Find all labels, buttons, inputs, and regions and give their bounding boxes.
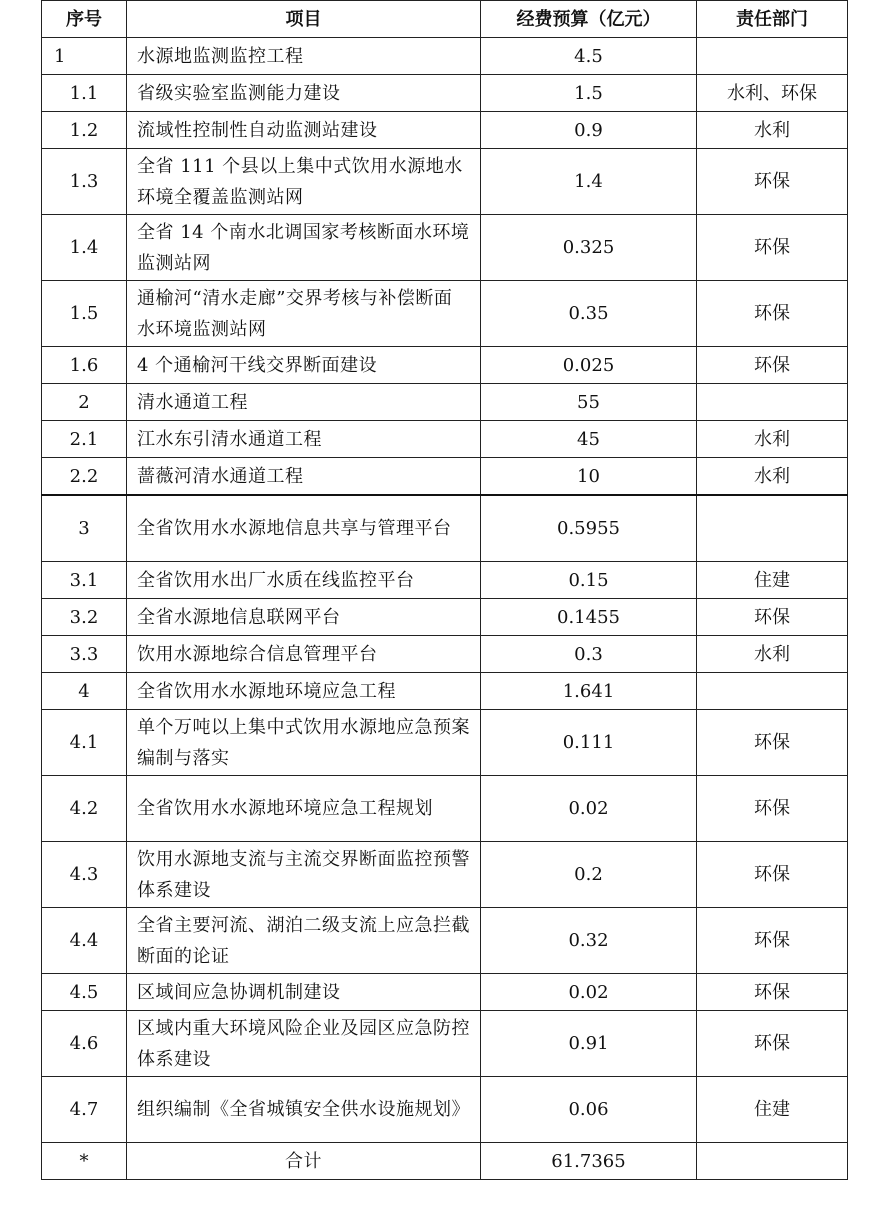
row-cost: 0.15 (481, 562, 697, 599)
table-row (42, 710, 848, 776)
table-row (42, 974, 848, 1011)
row-cost: 0.5955 (481, 495, 697, 562)
row-dept (697, 673, 848, 710)
row-no: 4.1 (42, 710, 127, 776)
row-item: 蔷薇河清水通道工程 (127, 458, 481, 496)
row-dept: 水利 (697, 458, 848, 496)
row-dept: 环保 (697, 974, 848, 1011)
row-item: 区域内重大环境风险企业及园区应急防控体系建设 (127, 1011, 481, 1077)
table-total-row (42, 1143, 848, 1180)
row-cost: 4.5 (481, 38, 697, 75)
row-cost: 0.2 (481, 842, 697, 908)
row-item: 饮用水源地综合信息管理平台 (127, 636, 481, 673)
row-item: 水源地监测监控工程 (127, 38, 481, 75)
budget-table (41, 0, 848, 1180)
table-row (42, 421, 848, 458)
row-item: 饮用水源地支流与主流交界断面监控预警体系建设 (127, 842, 481, 908)
table-header-row (42, 1, 848, 38)
row-cost: 1.4 (481, 149, 697, 215)
row-cost: 1.5 (481, 75, 697, 112)
row-item: 组织编制《全省城镇安全供水设施规划》 (127, 1077, 481, 1143)
row-item: 全省饮用水水源地环境应急工程规划 (127, 776, 481, 842)
row-item: 4 个通榆河干线交界断面建设 (127, 347, 481, 384)
row-dept: 水利 (697, 421, 848, 458)
row-item: 全省饮用水水源地环境应急工程 (127, 673, 481, 710)
row-no: 1.4 (42, 215, 127, 281)
row-dept (697, 38, 848, 75)
row-no: 4.7 (42, 1077, 127, 1143)
row-no: 1.2 (42, 112, 127, 149)
total-cost: 61.7365 (481, 1143, 697, 1180)
table-row (42, 38, 848, 75)
row-dept (697, 495, 848, 562)
table-row (42, 112, 848, 149)
row-dept: 住建 (697, 1077, 848, 1143)
row-cost: 0.32 (481, 908, 697, 974)
row-item: 全省饮用水出厂水质在线监控平台 (127, 562, 481, 599)
row-item: 江水东引清水通道工程 (127, 421, 481, 458)
row-dept: 水利 (697, 112, 848, 149)
row-no: 2.2 (42, 458, 127, 496)
row-item: 全省水源地信息联网平台 (127, 599, 481, 636)
row-no: 4 (42, 673, 127, 710)
row-cost: 0.91 (481, 1011, 697, 1077)
row-cost: 1.641 (481, 673, 697, 710)
row-dept: 环保 (697, 776, 848, 842)
row-no: 3.3 (42, 636, 127, 673)
row-no: 2.1 (42, 421, 127, 458)
table-row (42, 347, 848, 384)
row-cost: 55 (481, 384, 697, 421)
row-item: 全省 111 个县以上集中式饮用水源地水环境全覆盖监测站网 (127, 149, 481, 215)
row-item: 全省主要河流、湖泊二级支流上应急拦截断面的论证 (127, 908, 481, 974)
row-dept: 住建 (697, 562, 848, 599)
row-dept: 环保 (697, 281, 848, 347)
row-no: 4.5 (42, 974, 127, 1011)
row-cost: 45 (481, 421, 697, 458)
table-row (42, 495, 848, 562)
row-cost: 0.9 (481, 112, 697, 149)
row-item: 省级实验室监测能力建设 (127, 75, 481, 112)
row-item: 清水通道工程 (127, 384, 481, 421)
table-row (42, 149, 848, 215)
row-cost: 0.3 (481, 636, 697, 673)
row-dept: 环保 (697, 347, 848, 384)
row-no: 3 (42, 495, 127, 562)
budget-table-container (41, 0, 848, 1180)
table-row (42, 673, 848, 710)
row-item: 单个万吨以上集中式饮用水源地应急预案编制与落实 (127, 710, 481, 776)
row-no: 4.3 (42, 842, 127, 908)
row-dept: 环保 (697, 215, 848, 281)
row-dept: 环保 (697, 149, 848, 215)
row-no: 3.2 (42, 599, 127, 636)
row-no: 1.3 (42, 149, 127, 215)
row-item: 流域性控制性自动监测站建设 (127, 112, 481, 149)
row-cost: 0.1455 (481, 599, 697, 636)
row-cost: 0.06 (481, 1077, 697, 1143)
table-row (42, 562, 848, 599)
header-dept: 责任部门 (697, 1, 848, 38)
row-dept: 水利 (697, 636, 848, 673)
row-dept: 环保 (697, 1011, 848, 1077)
total-dept (697, 1143, 848, 1180)
total-no: * (42, 1143, 127, 1180)
row-dept: 水利、环保 (697, 75, 848, 112)
row-cost: 10 (481, 458, 697, 496)
row-no: 4.2 (42, 776, 127, 842)
row-cost: 0.02 (481, 776, 697, 842)
row-no: 2 (42, 384, 127, 421)
row-dept: 环保 (697, 599, 848, 636)
row-dept: 环保 (697, 710, 848, 776)
table-row (42, 458, 848, 496)
row-cost: 0.02 (481, 974, 697, 1011)
row-item: 全省 14 个南水北调国家考核断面水环境监测站网 (127, 215, 481, 281)
table-row (42, 636, 848, 673)
row-cost: 0.111 (481, 710, 697, 776)
table-row (42, 1077, 848, 1143)
table-row (42, 908, 848, 974)
row-cost: 0.325 (481, 215, 697, 281)
table-row (42, 384, 848, 421)
row-no: 1.5 (42, 281, 127, 347)
header-cost: 经费预算（亿元） (481, 1, 697, 38)
table-row (42, 215, 848, 281)
row-dept: 环保 (697, 908, 848, 974)
total-label: 合计 (127, 1143, 481, 1180)
row-no: 1 (42, 38, 127, 75)
row-no: 4.4 (42, 908, 127, 974)
table-row (42, 75, 848, 112)
row-dept: 环保 (697, 842, 848, 908)
table-row (42, 1011, 848, 1077)
row-cost: 0.35 (481, 281, 697, 347)
row-no: 4.6 (42, 1011, 127, 1077)
row-item: 全省饮用水水源地信息共享与管理平台 (127, 495, 481, 562)
table-row (42, 281, 848, 347)
header-item: 项目 (127, 1, 481, 38)
row-no: 3.1 (42, 562, 127, 599)
row-no: 1.1 (42, 75, 127, 112)
row-cost: 0.025 (481, 347, 697, 384)
table-row (42, 776, 848, 842)
row-no: 1.6 (42, 347, 127, 384)
row-item: 区域间应急协调机制建设 (127, 974, 481, 1011)
row-item: 通榆河“清水走廊”交界考核与补偿断面水环境监测站网 (127, 281, 481, 347)
row-dept (697, 384, 848, 421)
table-row (42, 842, 848, 908)
table-row (42, 599, 848, 636)
header-no: 序号 (42, 1, 127, 38)
